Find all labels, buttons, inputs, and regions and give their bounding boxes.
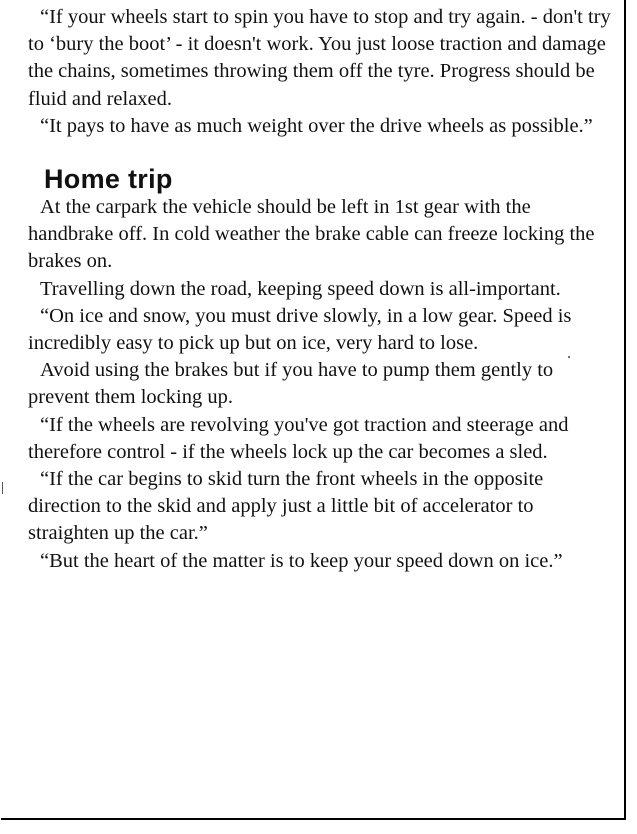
- paragraph-conclusion: “But the heart of the matter is to keep your speed down on ice.”: [40, 549, 563, 572]
- paragraph-carpark: At the carpark the vehicle should be left in 1st gear with the handbrake off. In cold weather the brake cable can freeze locking the brakes on.: [28, 196, 595, 273]
- article-body: [28, 4, 616, 575]
- section-heading: Home trip: [44, 164, 173, 195]
- paragraph-ice-snow: “On ice and snow, you must drive slowly, in a low gear. Speed is incredibly easy to pick up but on ice, very hard to lose.: [28, 304, 572, 355]
- paragraph-traction: “If the wheels are revolving you've got traction and steerage and therefore control - if the wheels lock up the car becomes a sled.: [28, 413, 569, 463]
- paragraph-speed-down: Travelling down the road, keeping speed down is all-important.: [40, 277, 561, 300]
- paragraph-brakes: Avoid using the brakes but if you have to pump them gently to prevent them locking up.: [28, 359, 554, 409]
- paragraph-wheel-spin: “If your wheels start to spin you have to stop and try again. - don't try to ‘bury the boot’ - it doesn't work. You just loose traction and damage the chains, sometimes throwing them off the tyre. Progress should be fluid and relaxed.: [28, 6, 611, 110]
- paragraph-skid: “If the car begins to skid turn the front wheels in the opposite direction to the skid and apply just a little bit of accelerator to straighten up the car.”: [28, 468, 544, 545]
- margin-mark: [2, 482, 3, 494]
- paragraph-weight: “It pays to have as much weight over the drive wheels as possible.”: [40, 114, 593, 137]
